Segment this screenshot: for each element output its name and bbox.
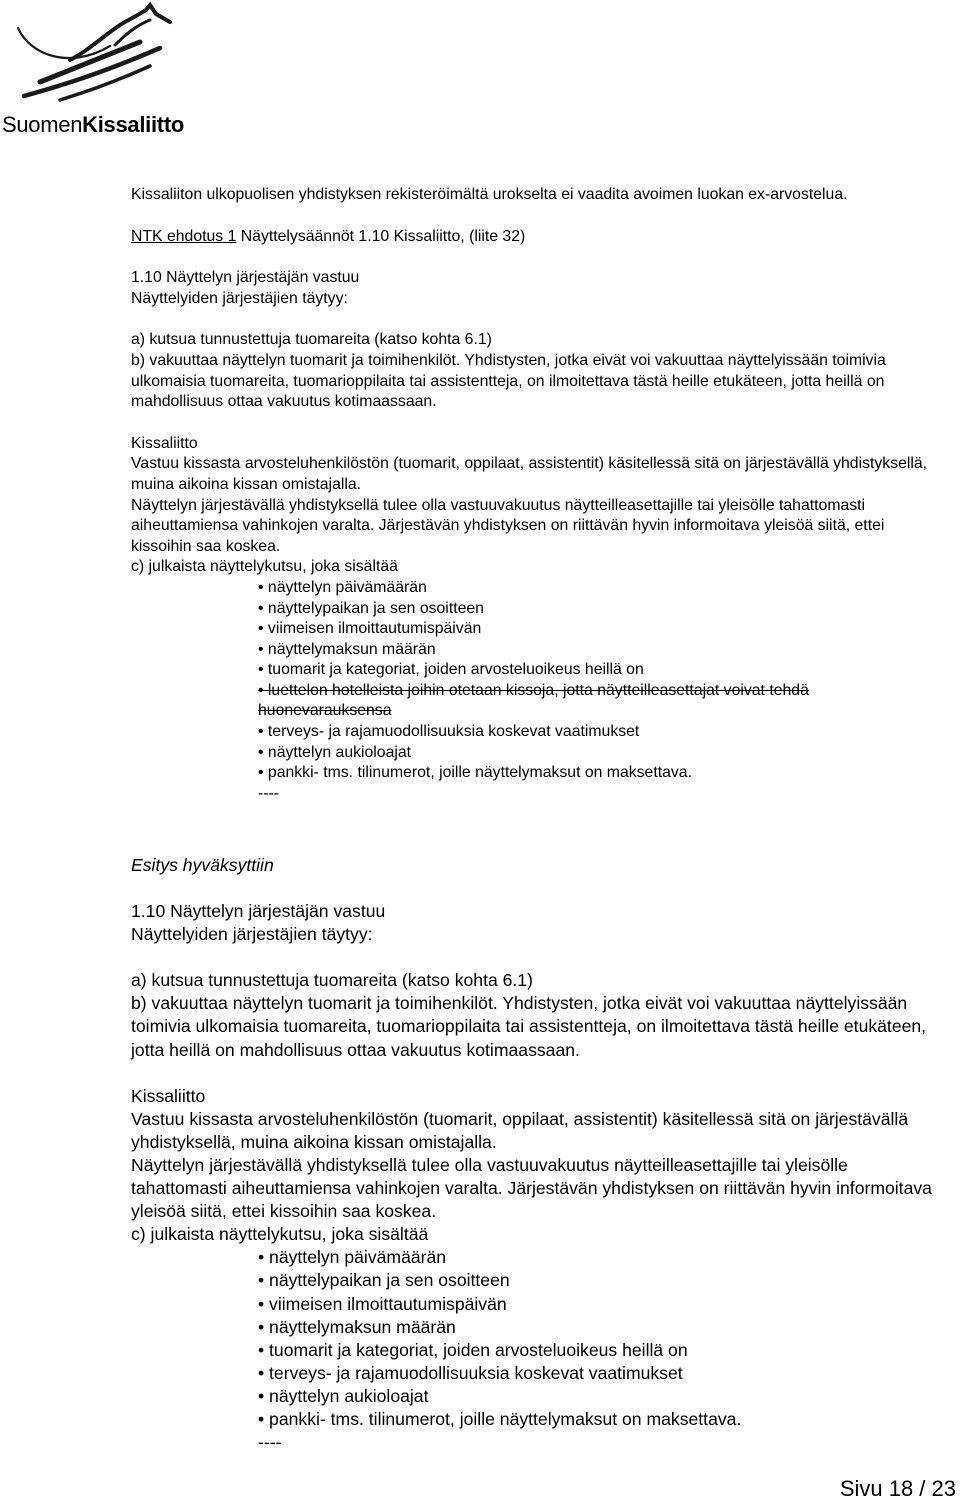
logo-name-light: Suomen (2, 112, 83, 137)
accepted-section (131, 854, 946, 1454)
struck-list-item-continuation: huonevarauksensa (258, 702, 392, 720)
proposal-line (131, 227, 946, 248)
accepted-bullet-list (131, 1246, 946, 1454)
list-item: • tuomarit ja kategoriat, joiden arvosteluoikeus heillä on (258, 1339, 688, 1360)
accepted-kissaliitto-p1: Vastuu kissasta arvosteluhenkilöstön (tuomarit, oppilaat, assistentit) käsitellessä sitä on järjestävällä yhdistyksellä, muina aikoina kissan omistajalla. (131, 1108, 909, 1152)
proposal-kissaliitto-p1: Vastuu kissasta arvosteluhenkilöstön (tuomarit, oppilaat, assistentit) käsitellessä sitä on järjestävällä yhdistyksellä, muina aikoina kissan omistajalla. (131, 455, 928, 493)
list-item: • näyttelyn päivämäärän (258, 1247, 447, 1268)
accepted-item-b: b) vakuuttaa näyttelyn tuomarit ja toimihenkilöt. Yhdistysten, jotka eivät voi vakuuttaa näyttelyissään toimivia ulkomaisia tuomareita, tuomarioppilaita tai assistentteja, on ilmoitettava tästä heille etukäteen, jotta heillä on mahdollisuus ottaa vakuutus kotimaassaan. (131, 993, 927, 1060)
list-item: • viimeisen ilmoittautumispäivän (258, 1293, 507, 1314)
list-item: • näyttelyn aukioloajat (258, 743, 412, 761)
end-mark: ---- (258, 784, 280, 802)
list-item: • näyttelymaksun määrän (258, 1316, 456, 1337)
proposal-subheading: Näyttelyiden järjestäjien täytyy: (131, 289, 348, 307)
intro-paragraph: Kissaliiton ulkopuolisen yhdistyksen rekisteröimältä urokselta ei vaadita avoimen luokan ex-arvostelua. (131, 186, 848, 203)
accepted-label: Esitys hyväksyttiin (131, 855, 274, 875)
logo-name-bold: Kissaliitto (82, 112, 184, 137)
proposal-bullet-list (131, 578, 946, 805)
list-item: • näyttelyn päivämäärän (258, 578, 427, 596)
list-item: • viimeisen ilmoittautumispäivän (258, 620, 482, 638)
logo-wordmark (2, 112, 184, 138)
accepted-subheading: Näyttelyiden järjestäjien täytyy: (131, 924, 373, 945)
accepted-kissaliitto-title: Kissaliitto (131, 1085, 206, 1106)
cat-logo-icon (0, 0, 210, 110)
accepted-item-c: c) julkaista näyttelykutsu, joka sisältää (131, 1224, 429, 1245)
list-item: • näyttelypaikan ja sen osoitteen (258, 1270, 510, 1291)
list-item: • näyttelymaksun määrän (258, 640, 436, 658)
proposal-item-c: c) julkaista näyttelykutsu, joka sisältää (131, 558, 398, 576)
proposal-section (131, 185, 946, 804)
proposal-kissaliitto-p2: Näyttelyn järjestävällä yhdistyksellä tulee olla vastuuvakuutus näytteilleasettajille tai yleisölle tahattomasti aiheuttamiensa vahinkojen varalta. Järjestävän yhdistyksen on riittävän hyvin informoitava yleisöä siitä, ettei kissoihin saa koskea. (131, 496, 885, 555)
proposal-kissaliitto-title: Kissaliitto (131, 434, 198, 452)
proposal-heading: 1.10 Näyttelyn järjestäjän vastuu (131, 269, 360, 287)
proposal-reference: Näyttelysäännöt 1.10 Kissaliitto, (liite 32) (236, 227, 526, 245)
list-item: • pankki- tms. tilinumerot, joille näyttelymaksut on maksettava. (258, 764, 692, 782)
proposal-item-b: b) vakuuttaa näyttelyn tuomarit ja toimihenkilöt. Yhdistysten, jotka eivät voi vakuuttaa näyttelyissään toimivia ulkomaisia tuomareita, tuomarioppilaita tai assistentteja, on ilmoitettava tästä heille etukäteen, jotta heillä on mahdollisuus ottaa vakuutus kotimaassaan. (131, 351, 886, 411)
accepted-heading: 1.10 Näyttelyn järjestäjän vastuu (131, 901, 386, 922)
list-item: • näyttelypaikan ja sen osoitteen (258, 599, 484, 617)
proposal-item-a: a) kutsua tunnustettuja tuomareita (katso kohta 6.1) (131, 331, 492, 349)
accepted-item-a: a) kutsua tunnustettuja tuomareita (katso kohta 6.1) (131, 970, 533, 991)
struck-list-item: • luettelon hotelleista joihin otetaan kissoja, jotta näytteilleasettajat voivat tehdä (258, 681, 809, 699)
end-mark: ---- (258, 1432, 282, 1453)
organization-logo (0, 0, 210, 140)
list-item: • pankki- tms. tilinumerot, joille näyttelymaksut on maksettava. (258, 1408, 742, 1429)
list-item: • terveys- ja rajamuodollisuuksia koskevat vaatimukset (258, 1362, 683, 1383)
accepted-kissaliitto-p2: Näyttelyn järjestävällä yhdistyksellä tulee olla vastuuvakuutus näytteilleasettajille tai yleisölle tahattomasti aiheuttamiensa vahinkojen varalta. Järjestävän yhdistyksen on riittävän hyvin informoitava yleisöä siitä, ettei kissoihin saa koskea. (131, 1154, 932, 1222)
proposal-label: NTK ehdotus 1 (131, 227, 237, 245)
list-item: • tuomarit ja kategoriat, joiden arvosteluoikeus heillä on (258, 661, 644, 679)
list-item: • terveys- ja rajamuodollisuuksia koskevat vaatimukset (258, 723, 640, 741)
page-number: Sivu 18 / 23 (839, 1476, 956, 1501)
list-item: • näyttelyn aukioloajat (258, 1385, 429, 1406)
